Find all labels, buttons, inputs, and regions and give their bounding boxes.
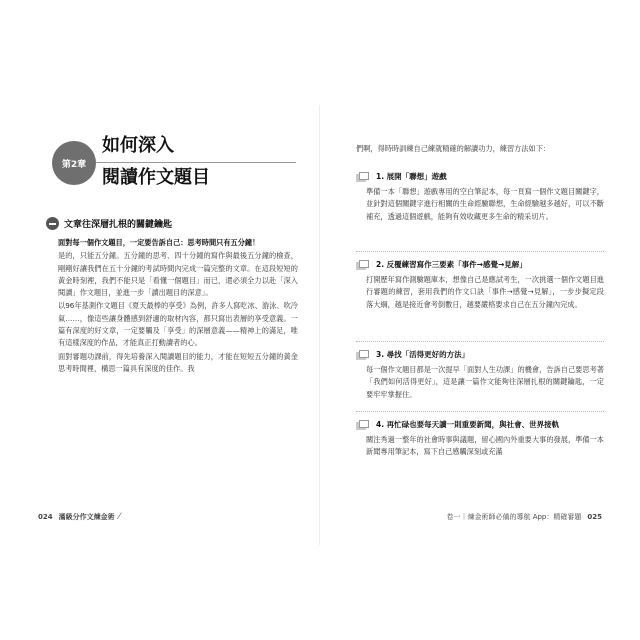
item-heading: 3. 尋找「活得更好的方法」 — [376, 350, 470, 359]
item-heading: 2. 反覆練習寫作三要素「事件→感覺→見解」 — [376, 260, 527, 269]
item-body: 關注秀過一整年的社會時事與議題，留心國內外重要大事的發展，準備一本新聞專用筆記本，寫下自己感觸深刻或充滿 — [366, 435, 604, 457]
chapter-badge — [52, 141, 96, 185]
note-icon — [356, 172, 370, 182]
chapter-title — [102, 135, 210, 189]
chapter-title-line2: 閱讀作文題目 — [102, 167, 210, 188]
minus-circle-icon — [46, 217, 59, 230]
paragraph: 是的，只能五分鐘。五分鐘的思考、四十分鐘的寫作與最後五分鐘的檢查，剛剛好讓我們在五十分鐘的考試時間內完成一篇完整的文章。在這段短短的黃金時刻裡，我們不能只是「看懂一個題目」而已，還必須全力以赴「深入閱讀」作文題目，並進一步「讀出題目的深意」。 — [58, 251, 298, 298]
left-page — [22, 105, 320, 545]
divider — [356, 411, 604, 412]
right-footer — [446, 512, 608, 522]
note-icon — [356, 350, 370, 360]
left-body — [58, 237, 298, 376]
page-number: 024 — [38, 513, 53, 521]
page-number: 025 — [587, 513, 602, 521]
item-body: 每一個作文題目都是一次提早「面對人生功課」的機會，告訴自己要思考著「我們如何活得更好」，這是讓一篇作文能夠往深層扎根的關鍵鑰匙，一定要牢牢掌握住。 — [366, 365, 604, 399]
divider — [356, 341, 604, 342]
note-icon — [356, 260, 370, 270]
item-heading: 4. 再忙碌也要每天讀一則重要新聞，與社會、世界接軌 — [376, 420, 560, 429]
paragraph: 以96年基測作文題目《夏天最棒的享受》為例，許多人寫吃冰、游泳、吹冷氣……，像這些讓身體感到舒適的取材內容，都只寫出表層的享受意義。一篇有深度的好文章，一定要觸及「享受」的深層意義——精神上的滿足，唯有這樣深度的作品，才能真正打動讀者的心。 — [58, 301, 298, 348]
chapter-badge-label: 第2章 — [61, 159, 87, 170]
section-title: 文章往深層扎根的關鍵鑰匙 — [64, 220, 173, 230]
footer-title: 卷一｜煉金術師必備的導航 App：精確審題 — [446, 513, 582, 521]
book-spread — [22, 105, 618, 545]
chapter-title-line1: 如何深入 — [102, 135, 174, 156]
list-item — [356, 349, 604, 401]
footer-title: 滿級分作文煉金術 — [58, 513, 115, 521]
section-header — [46, 217, 172, 230]
divider — [356, 251, 604, 252]
list-item — [356, 419, 604, 459]
list-item — [356, 259, 604, 311]
item-heading: 1. 展開「聯想」遊戲 — [376, 172, 447, 181]
paragraph: 面對每一個作文題目，一定要告訴自己：思考時間只有五分鐘！ — [58, 238, 260, 247]
item-body: 打開歷年寫作測驗題庫本，想像自己是應試考生，一次挑選一個作文題目進行審題的練習，套用我們的作文口訣「事件→感覺→見解」，一步步擬定段落大綱，越是接近會考倒數日，越要嚴格要求自己在五分鐘內完成。 — [366, 275, 604, 309]
note-icon — [356, 420, 370, 430]
right-intro: 們啊，得時時訓練自己練就精確的解讀功力，練習方法如下： — [356, 144, 551, 153]
left-footer — [32, 512, 120, 522]
slash-icon: ⁄ — [118, 512, 121, 522]
paragraph: 面對審題功課前，得先培養深入閱讀題目的能力，才能在短短五分鐘的黃金思考時間裡，構思一篇具有深度的佳作。我 — [58, 351, 298, 373]
right-page — [320, 105, 618, 545]
list-item — [356, 171, 604, 223]
item-body: 準備一本「聯想」遊戲專用的空白筆記本，每一頁寫一個作文題目關鍵字，並針對這個關鍵字進行相關的生命經驗聯想，生命經驗越多越好，可以不斷補充，透過這個遊戲，能夠有效收藏更多生命的精采切片。 — [366, 187, 604, 221]
